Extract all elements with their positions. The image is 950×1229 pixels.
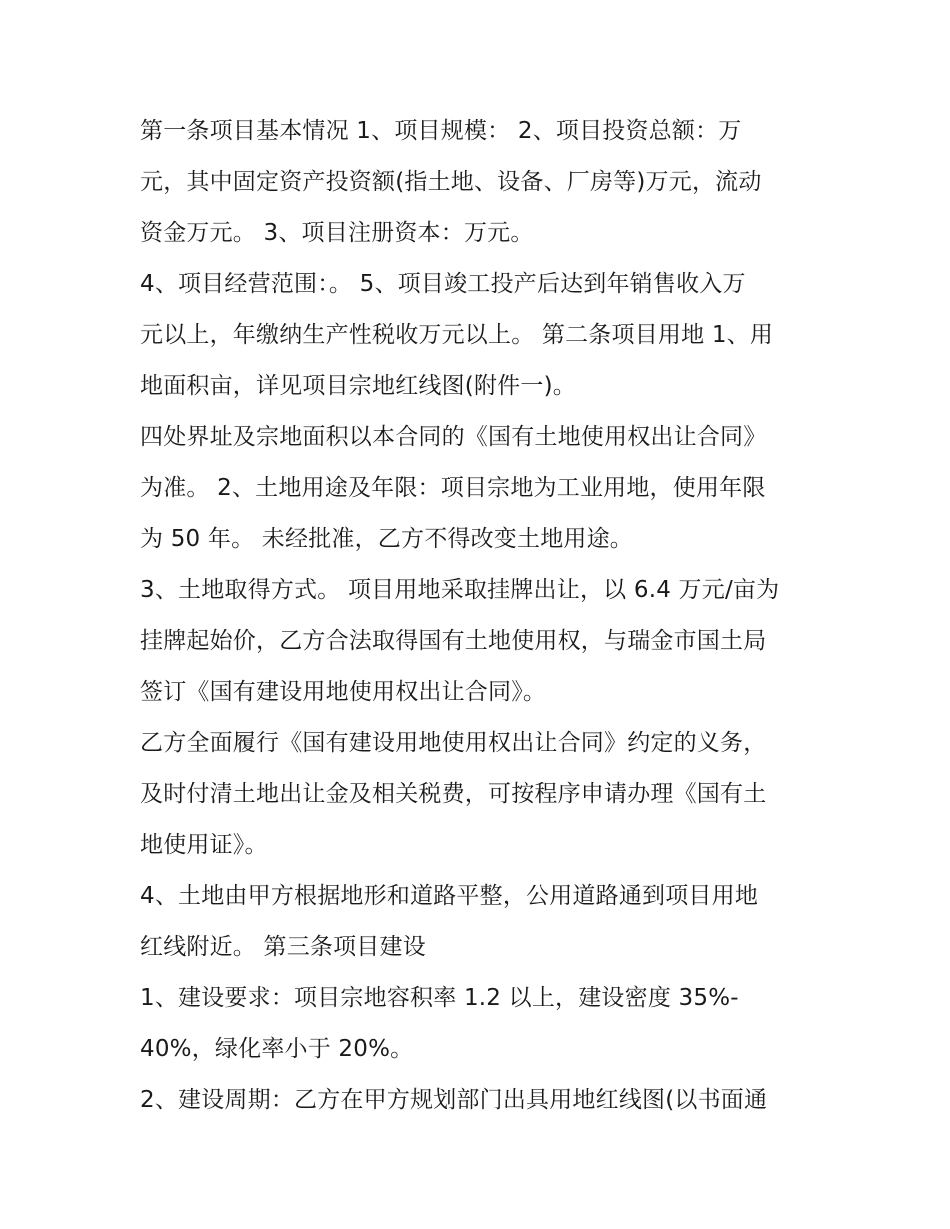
text-line: 1、建设要求：项目宗地容积率 1.2 以上，建设密度 35%- [140, 985, 739, 1011]
text-line: 3、土地取得方式。 项目用地采取挂牌出让，以 6.4 万元/亩为 [140, 577, 780, 603]
text-line: 元以上，年缴纳生产性税收万元以上。 第二条项目用地 1、用 [140, 322, 774, 348]
text-line: 签订《国有建设用地使用权出让合同》。 [140, 679, 547, 705]
text-line: 地面积亩，详见项目宗地红线图(附件一)。 [140, 373, 576, 399]
text-line: 为 50 年。 未经批准，乙方不得改变土地用途。 [140, 526, 633, 552]
text-line: 第一条项目基本情况 1、项目规模： 2、项目投资总额：万 [140, 118, 742, 144]
text-line: 挂牌起始价，乙方合法取得国有土地使用权，与瑞金市国土局 [140, 628, 767, 654]
text-line: 40%，绿化率小于 20%。 [140, 1036, 414, 1062]
text-line: 乙方全面履行《国有建设用地使用权出让合同》约定的义务， [140, 730, 767, 756]
text-line: 元，其中固定资产投资额(指土地、设备、厂房等)万元，流动 [140, 169, 762, 195]
text-line: 4、项目经营范围：。 5、项目竣工投产后达到年销售收入万 [140, 271, 746, 297]
text-line: 2、建设周期：乙方在甲方规划部门出具用地红线图(以书面通 [140, 1087, 768, 1113]
text-line: 为准。 2、土地用途及年限：项目宗地为工业用地，使用年限 [140, 475, 766, 501]
text-line: 红线附近。 第三条项目建设 [140, 934, 426, 960]
text-line: 资金万元。 3、项目注册资本：万元。 [140, 220, 534, 246]
text-line: 四处界址及宗地面积以本合同的《国有土地使用权出让合同》 [140, 424, 767, 450]
document-body [140, 106, 816, 1126]
text-line: 4、土地由甲方根据地形和道路平整，公用道路通到项目用地 [140, 883, 759, 909]
text-line: 地使用证》。 [140, 832, 268, 858]
text-line: 及时付清土地出让金及相关税费，可按程序申请办理《国有土 [140, 781, 767, 807]
